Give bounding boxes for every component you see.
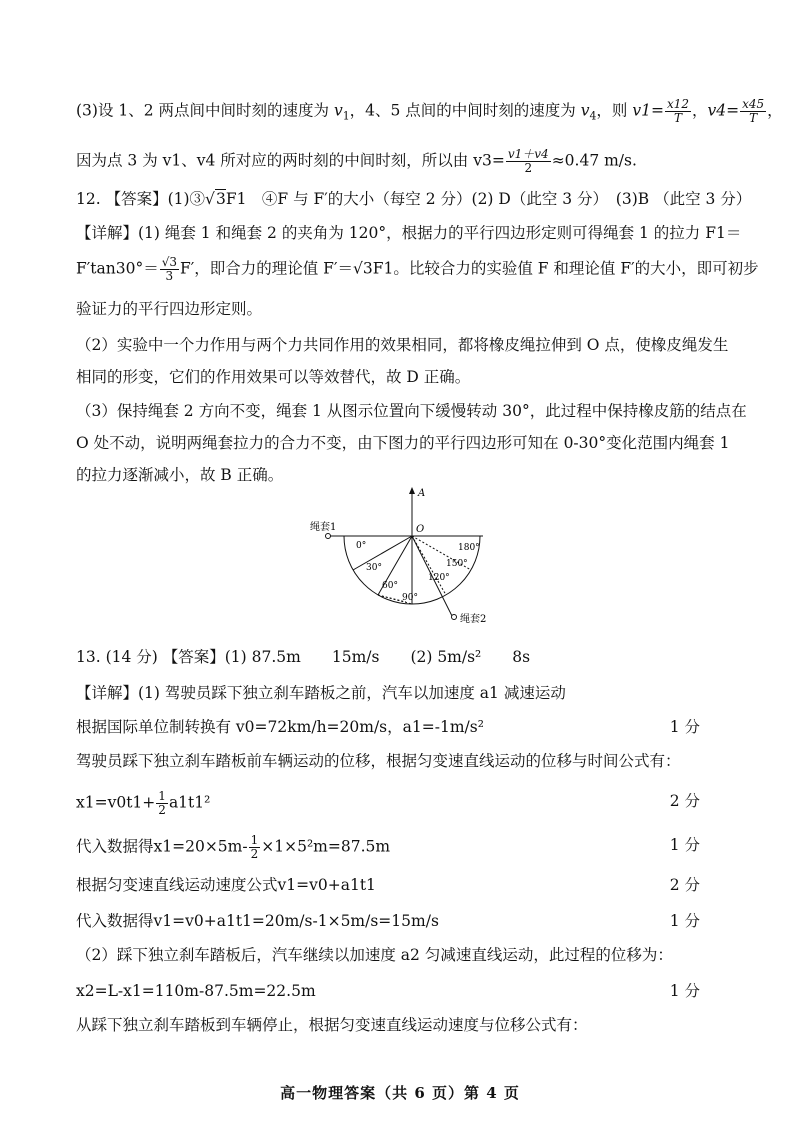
q12-detail-3b: O 处不动，说明两绳套拉力的合力不变，由下图力的平行四边形可知在 0-30°变化范围内绳套 1 (76, 434, 730, 452)
angle-180: 180° (458, 543, 480, 553)
q12-detail-3c: 的拉力逐渐减小，故 B 正确。 (76, 466, 284, 484)
score-5: 1 分 (669, 912, 700, 930)
text: ≈0.47 m/s. (551, 151, 637, 170)
score-3: 1 分 (669, 836, 700, 854)
angle-120: 120° (428, 573, 450, 583)
text: 12. 【答案】(1)③ (76, 190, 206, 208)
denominator: T (749, 111, 758, 125)
part3-line1 (76, 97, 783, 125)
denominator: 2 (524, 161, 533, 175)
label-a: A (418, 488, 426, 499)
angle-0: 0° (356, 541, 367, 551)
symbol-v1: v (333, 101, 343, 120)
q13-step-1: 【详解】(1) 驾驶员踩下独立刹车踏板之前，汽车以加速度 a1 减速运动 (76, 684, 566, 702)
text: (3)设 1、2 两点间中间时刻的速度为 (76, 101, 334, 120)
q13-step-6: 根据匀变速直线运动速度公式v1=v0+a1t1 (76, 876, 376, 894)
fraction-x12-T (665, 98, 691, 125)
part3-line2 (76, 148, 744, 175)
angle-60: 60° (382, 581, 398, 591)
q13-step-8: （2）踩下独立刹车踏板后，汽车继续以加速度 a2 匀减速直线运动，此过程的位移为： (76, 946, 673, 964)
label-o: O (416, 524, 425, 535)
fraction-half (156, 790, 168, 817)
fraction-sqrt3-over-3 (160, 256, 179, 283)
text: F′tan30°＝ (76, 259, 159, 278)
numerator: v1＋v4 (507, 147, 549, 161)
q13-step-3: 驾驶员踩下独立刹车踏板前车辆运动的位移，根据匀变速直线运动的位移与时间公式有： (76, 752, 681, 770)
q13-step-4 (76, 790, 744, 817)
q12-detail-3a: （3）保持绳套 2 方向不变，绳套 1 从图示位置向下缓慢转动 30°，此过程中保持橡皮筋的结点在 (76, 402, 747, 420)
denominator: 2 (158, 803, 166, 817)
score-2: 2 分 (669, 792, 700, 810)
text: 代入数据得x1=20×5m- (76, 837, 248, 856)
eq-v1: v1= (632, 101, 664, 120)
numerator: x12 (666, 97, 689, 111)
text: ， (767, 101, 783, 120)
text: F′，即合力的理论值 F′＝√3F1。比较合力的实验值 F 和理论值 F′的大小，即可初步 (179, 259, 759, 278)
angle-90: 90° (402, 593, 418, 603)
q13-step-10: 从踩下独立刹车踏板到车辆停止，根据匀变速直线运动速度与位移公式有： (76, 1016, 588, 1034)
page-footer: 高一物理答案（共 6 页）第 4 页 (280, 1084, 520, 1102)
q12-detail-2a: （2）实验中一个力作用与两个力共同作用的效果相同，都将橡皮绳拉伸到 O 点，使橡皮绳发生 (76, 336, 729, 354)
label-rope1: 绳套1 (310, 522, 337, 533)
text: 因为点 3 为 v1、v4 所对应的两时刻的中间时刻，所以由 v3= (76, 151, 505, 170)
denominator: 2 (250, 847, 259, 861)
sub: 1 (342, 109, 350, 123)
fraction-v1-v4-over-2 (506, 148, 551, 175)
text: F1 ④F 与 F′的大小（每空 2 分）(2) D（此空 3 分） (3)B （此空 3 分） (225, 190, 752, 208)
score-1: 1 分 (669, 718, 700, 736)
numerator: 1 (250, 833, 259, 847)
text: ， (692, 101, 708, 120)
q12-detail-2b: 相同的形变，它们的作用效果可以等效替代，故 D 正确。 (76, 368, 471, 386)
eq-v4: v4= (707, 101, 740, 120)
q12-answer: 12. 【答案】(1)③√3F1 ④F 与 F′的大小（每空 2 分）(2) D（此空 3 分） (3)B （此空 3 分） (76, 190, 752, 208)
angle-150: 150° (446, 559, 468, 569)
q12-detail-1a: 【详解】(1) 绳套 1 和绳套 2 的夹角为 120°，根据力的平行四边形定则可得绳套 1 的拉力 F1＝ (76, 224, 742, 242)
denominator: T (673, 111, 682, 125)
q13-step-5 (76, 834, 744, 861)
sqrt-3: 3 (215, 190, 226, 208)
text: ，4、5 点间的中间时刻的速度为 (349, 101, 581, 120)
fraction-half (249, 834, 261, 861)
label-rope2: 绳套2 (460, 614, 487, 625)
text: ，则 (596, 101, 633, 120)
symbol-v4: v (580, 101, 590, 120)
q13-answer: 13. (14 分) 【答案】(1) 87.5m 15m/s (2) 5m/s² 8s (76, 648, 531, 666)
q13-step-7: 代入数据得v1=v0+a1t1=20m/s-1×5m/s=15m/s (76, 912, 439, 930)
sub: 4 (589, 109, 597, 123)
q12-detail-1c: 验证力的平行四边形定则。 (76, 300, 263, 318)
text: ×1×5²m=87.5m (261, 837, 391, 856)
score-6: 1 分 (669, 982, 700, 1000)
numerator: x45 (742, 97, 765, 111)
fraction-x45-T (740, 98, 766, 125)
force-parallelogram-figure (310, 484, 500, 634)
q12-detail-1b (76, 255, 759, 283)
angle-30: 30° (366, 563, 382, 573)
numerator: √3 (161, 255, 177, 269)
score-4: 2 分 (669, 876, 700, 894)
numerator: 1 (158, 789, 166, 803)
q13-step-2: 根据国际单位制转换有 v0=72km/h=20m/s，a1=-1m/s² (76, 718, 484, 736)
text: a1t1² (168, 793, 211, 812)
q13-step-9: x2=L-x1=110m-87.5m=22.5m (76, 982, 316, 1000)
denominator: 3 (165, 269, 174, 283)
text: x1=v0t1+ (76, 793, 156, 812)
